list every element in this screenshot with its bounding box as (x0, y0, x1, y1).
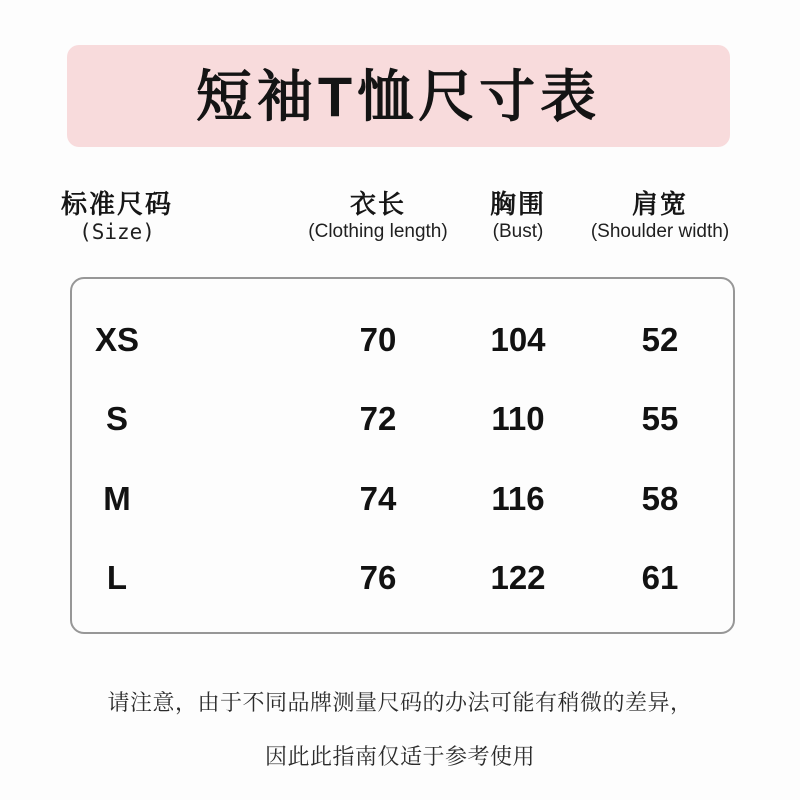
table-row-l (0, 556, 800, 600)
size-label: M (103, 480, 131, 517)
disclaimer-line-2: 因此此指南仅适于参考使用 (264, 744, 535, 769)
disclaimer-line-1: 请注意，由于不同品牌测量尺码的办法可能有稍微的差异， (107, 690, 693, 715)
column-header-bust-zh: 胸围 (489, 189, 546, 219)
bust-value: 122 (490, 559, 546, 596)
size-label: XS (94, 321, 140, 358)
bust-value: 110 (491, 400, 545, 437)
table-row-m (0, 477, 800, 521)
bust-value: 104 (490, 321, 546, 358)
page-title: 短袖T恤尺寸表 (195, 65, 602, 128)
column-header-size-zh: 标准尺码 (60, 189, 173, 219)
column-header-shoulder (582, 190, 738, 245)
length-value: 70 (359, 321, 397, 358)
shoulder-value: 58 (641, 480, 679, 517)
column-header-length (300, 190, 456, 245)
column-header-shoulder-en: (Shoulder width) (590, 221, 730, 242)
column-header-size (40, 190, 194, 245)
title-banner (67, 45, 730, 147)
size-label: S (105, 400, 128, 437)
column-header-bust (440, 190, 596, 245)
column-header-length-en: (Clothing length) (308, 221, 448, 242)
table-row-xs (0, 318, 800, 362)
shoulder-value: 52 (641, 321, 679, 358)
shoulder-value: 55 (641, 400, 679, 437)
size-label: L (106, 559, 128, 596)
column-header-bust-en: (Bust) (492, 221, 544, 242)
table-row-s (0, 397, 800, 441)
length-value: 72 (359, 400, 397, 437)
column-header-shoulder-zh: 肩宽 (631, 189, 688, 219)
column-header-size-en: (Size) (79, 220, 155, 244)
length-value: 76 (359, 559, 397, 596)
column-header-length-zh: 衣长 (349, 189, 406, 219)
length-value: 74 (359, 480, 397, 517)
shoulder-value: 61 (641, 559, 679, 596)
bust-value: 116 (491, 480, 545, 517)
